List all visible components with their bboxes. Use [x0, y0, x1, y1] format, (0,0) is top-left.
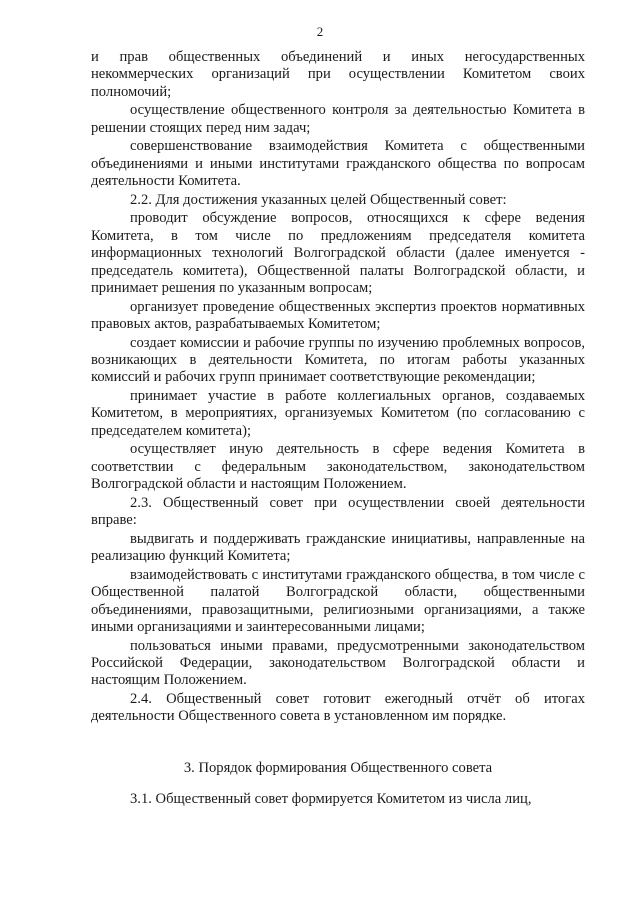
- paragraph: осуществление общественного контроля за деятельностью Комитета в решении стоящих перед ним задач;: [91, 102, 585, 136]
- paragraph: совершенствование взаимодействия Комитета с общественными объединениями и иными институтами гражданского общества по вопросам деятельности Комитета.: [91, 138, 585, 190]
- document-body: [91, 49, 585, 810]
- paragraph: и прав общественных объединений и иных негосударственных некоммерческих организаций при осуществлении Комитетом своих полномочий;: [91, 49, 585, 100]
- section-heading: 3. Порядок формирования Общественного совета: [183, 759, 493, 776]
- paragraph: 3.1. Общественный совет формируется Комитетом из числа лиц,: [130, 791, 532, 808]
- paragraph: принимает участие в работе коллегиальных органов, создаваемых Комитетом, в мероприятиях, организуемых Комитетом (по согласованию с председателем комитета);: [91, 388, 585, 439]
- paragraph: проводит обсуждение вопросов, относящихся к сфере ведения Комитета, в том числе по предложениям председателя комитета информационных технологий Волгоградской области (далее именуется - председатель комитета), Общественной палаты Волгоградской области, и принимает решения по указанным вопросам;: [91, 210, 585, 297]
- paragraph: осуществляет иную деятельность в сфере ведения Комитета в соответствии с федеральным законодательством, законодательством Волгоградской области и настоящим Положением.: [91, 441, 585, 493]
- paragraph: 2.3. Общественный совет при осуществлении своей деятельности вправе:: [91, 494, 585, 529]
- paragraph: создает комиссии и рабочие группы по изучению проблемных вопросов, возникающих в деятельности Комитета, по итогам работы указанных комиссий и рабочих групп принимает соответствующие рекомендации;: [91, 334, 585, 386]
- paragraph: взаимодействовать с институтами гражданского общества, в том числе с Общественной палатой Волгоградской области, общественными объединениями, правозащитными, религиозными организациями, а также иными организациями и заинтересованными лицами;: [91, 566, 585, 636]
- page-number: 2: [316, 24, 324, 39]
- paragraph: 2.4. Общественный совет готовит ежегодный отчёт об итогах деятельности Общественного совета в установленном им порядке.: [91, 691, 585, 725]
- paragraph: организует проведение общественных экспертиз проектов нормативных правовых актов, разрабатываемых Комитетом;: [91, 298, 585, 333]
- paragraph: пользоваться иными правами, предусмотренными законодательством Российской Федерации, законодательством Волгоградской области и настоящим Положением.: [91, 637, 585, 689]
- paragraph: 2.2. Для достижения указанных целей Общественный совет:: [130, 191, 507, 208]
- paragraph: выдвигать и поддерживать гражданские инициативы, направленные на реализацию функций Комитета;: [91, 530, 585, 565]
